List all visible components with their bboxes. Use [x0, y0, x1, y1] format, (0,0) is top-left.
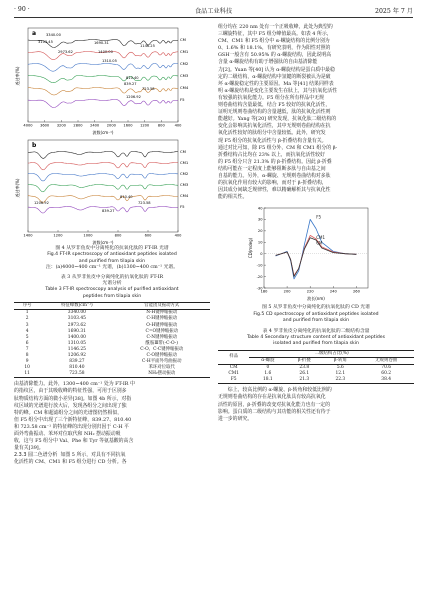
table-cell: 酰胺Ⅲ带(-C-O-): [145, 340, 178, 346]
section-heading: 2.3.3 圆二色谱分析: [14, 452, 58, 459]
table-cell: CM: [229, 365, 238, 371]
ftir-b-series-cm4: [28, 196, 178, 203]
cd-series-label: F5: [316, 214, 322, 220]
cd-chart: [218, 204, 414, 302]
table-cell: 10: [24, 365, 30, 371]
table-cell: N-H键伸缩振动: [146, 310, 178, 316]
table4-body: [218, 365, 414, 384]
fig5-caption-en-1: Fig.5 CD spectroscopy of antioxidant peptides isolated: [253, 311, 379, 317]
text-line: 进一步的研究。: [218, 415, 253, 422]
peak-label-1400: 1400.00: [98, 50, 113, 54]
panel-a-label: a: [32, 30, 37, 37]
page-number: · 90 ·: [14, 6, 30, 13]
table-cell: 1310.05: [67, 340, 86, 346]
panel-b-frame: [28, 140, 178, 232]
ftir-a-series-cm4: [28, 88, 178, 96]
text-line: GSH一般含有 50.95% 的 α-螺旋结构，因此说明高: [218, 52, 332, 59]
x-tick-label: 2000: [106, 123, 116, 128]
table-cell: 1.6: [264, 371, 272, 377]
ftir-b-series-cm3: [28, 185, 178, 192]
text-line: 变化会影响其抗氧化活性，其中无规则卷曲结构在抗: [218, 123, 331, 130]
text-line: 含量 α-螺旋结构有助于增强肽的自由基清除能: [218, 59, 318, 66]
table4-header: 样品: [218, 350, 249, 364]
x-tick-label: 1200: [53, 233, 63, 238]
ftir-a-legend-cm3: CM3: [180, 73, 189, 78]
ftir-b-legend-f5: F5: [180, 204, 185, 209]
table-row: [218, 377, 414, 384]
left-body-text: [14, 381, 210, 452]
table3-header: 官能团及振动方式: [114, 303, 210, 310]
table-cell: 11: [14, 371, 40, 378]
fig4-caption-en-1: Fig.4 FT-IR spectroscopy of antioxidant peptides isolated: [47, 252, 177, 258]
text-line: 明 α-螺旋结构是变化主要发生在肽上，其与抗氧化活性: [218, 87, 337, 94]
x-tick-label: 1600: [123, 123, 133, 128]
ftir-b-legend-cm4: CM4: [180, 193, 189, 198]
table-cell: 839.27: [69, 359, 85, 365]
table3-caption-en-2: peptides from tilapia skin: [82, 293, 142, 299]
table-cell: C=O键伸缩振动: [145, 328, 179, 334]
ftir-a-series-f5: [28, 100, 178, 108]
peak-label-3340: 3340.00: [46, 33, 61, 37]
table-cell: C-H键伸缩振动: [146, 316, 178, 322]
table-cell: 18.1: [249, 377, 286, 384]
cd-series: [276, 220, 357, 280]
table-cell: 22.3: [322, 377, 358, 384]
y-tick-label: 40: [257, 206, 263, 211]
table3-header: 序号: [14, 303, 40, 310]
table-cell: 4: [25, 328, 29, 334]
table4-caption-en-1: Table 4 Secondary structure content of antioxidant peptides: [247, 335, 385, 341]
text-line: 三螺旋特征，其中 F5 组分峰值最高。如表 4 所示，: [218, 31, 332, 38]
text-line: 的抗氧化作用有较大的影响，而对于 β-折叠结构，: [218, 180, 327, 187]
cd-series-label: CM: [316, 241, 323, 247]
x-tick-label: 800: [157, 123, 165, 128]
x-tick-label: 1400: [23, 233, 33, 238]
cd-figure: [218, 204, 414, 305]
y-tick-label: 0: [260, 252, 263, 257]
cd-series-f5: [276, 220, 357, 280]
text-line: 结构可能在一定程度上能够阻断多肽与自由基之间: [218, 165, 326, 172]
text-line: 无规则卷曲结构的存在是抗氧化肽具有较高抗氧化: [218, 394, 326, 401]
table-cell: F5: [218, 377, 249, 384]
table-cell: C-O、C-C键伸缩振动: [140, 346, 184, 352]
table-cell: NH₂摆动振动: [114, 371, 210, 378]
y-tick-label: -20: [256, 275, 263, 280]
peak-label-723: 723.58: [142, 87, 155, 91]
fig5-caption-cn: 图 5 从罗非鱼皮中分离纯化的抗氧化肽的 CD 光谱: [262, 305, 370, 311]
table4-header: β-转角: [322, 357, 358, 364]
text-line: 纹区域的光谱进行放大后，发现各组分之间出现了独: [14, 402, 127, 409]
section-text-line: 如图 5 所示，对具有不同抗氧: [60, 452, 126, 459]
ftir-a-legend-cm4: CM4: [180, 85, 189, 90]
x-tick-label: 4000: [23, 123, 33, 128]
text-line: 0、1.6% 和 18.1%，有研究表明，作为阳性对照的: [218, 45, 331, 52]
table-cell: 7: [25, 346, 29, 352]
peak-label-1310: 1310.05: [102, 59, 117, 63]
ftir-chart: [14, 24, 210, 246]
text-line: 综上，较高比例的 α-螺旋、β-转角和较低比例的: [227, 387, 332, 394]
running-header: [14, 5, 413, 18]
cd-series-label: CM1: [316, 235, 326, 241]
panel-b-series: [28, 152, 178, 214]
table-cell: 23.8: [299, 365, 310, 371]
peak-label-2973: 2973.62: [58, 50, 73, 54]
ftir-a-series-cm2: [28, 64, 178, 72]
ftir-b-legend-cm3: CM3: [180, 182, 189, 187]
table3-header: 特征峰数(cm⁻¹): [40, 303, 113, 310]
table-cell: 723.58: [40, 371, 113, 378]
text-line: 肽物质结构方面的微小差异[38]。如图 4b 所示，对指: [14, 395, 132, 402]
ftir-a-legend-f5: F5: [180, 97, 185, 102]
peak-label-1206: 1206.92: [126, 95, 141, 99]
text-line: 氧化活性较好的肽组分中含量较低。此外，研究发: [218, 130, 326, 137]
x-tick-label: 1000: [83, 233, 93, 238]
fig4-caption-cn: 图 4 从罗非鱼皮中分离纯化的抗氧化肽的 FT-IR 光谱: [55, 246, 169, 251]
table-cell: 810.40: [69, 365, 85, 371]
table3-body: [14, 310, 210, 378]
ftir-a-series-cm3: [28, 76, 178, 83]
text-line: 因其成分间缺乏规律性，难以精确解析其与抗氧化性: [218, 187, 331, 194]
text-line: 影响。蛋白质的二级结构与其功能的相关性还有待于: [218, 408, 331, 415]
text-line: 活性的原因，β-折叠的改变对抗氧化能力也有一定的: [218, 401, 331, 408]
fig4-caption-en-2: and purified from tilapia skin: [78, 258, 146, 264]
table-cell: 5: [25, 334, 29, 340]
table3-caption-cn-2: 光谱分析: [102, 281, 122, 287]
right-body-text: [218, 24, 414, 201]
peak-label-839: 839.27: [124, 82, 137, 86]
x-tick-label: 600: [144, 233, 152, 238]
x-tick-label: 1200: [140, 123, 150, 128]
table4-header: 无规则卷曲: [358, 357, 414, 364]
section-text-line: 化活性的 CM、CM1 和 F5 组分进行 CD 分析。各: [14, 459, 127, 466]
table4-group-header: 二级结构占比(%): [249, 350, 414, 357]
peak-label-810: 810.40: [126, 76, 139, 80]
panel-a-legend: [180, 37, 189, 102]
cd-plot-frame: [264, 208, 368, 288]
table-cell: C-O键伸缩振动: [146, 353, 177, 358]
y-tick-label: 10: [257, 240, 263, 245]
table-cell: 1206.92: [67, 353, 86, 358]
table-cell: 苯环对位取代: [148, 365, 175, 371]
text-line: 收，这与 F5 组分中 Val、Phe 和 Tyr 等氨基酸的高含: [14, 438, 134, 445]
text-line: 有较强的抗氧化能力。F5 组分在所有样品中无规: [218, 94, 324, 101]
peak-label-1146: 1146.25: [140, 44, 155, 48]
table-cell: CM1: [228, 371, 240, 377]
table3-caption-cn: 表 3 从罗非鱼皮中分离纯化的抗氧化肽的 FT-IR: [60, 274, 164, 280]
table4-header: β-折叠: [286, 357, 322, 364]
table-cell: 38.4: [358, 377, 414, 384]
text-line: 组分均在 220 nm 处有一个正吸收峰，此处为典型的: [218, 24, 333, 30]
table-cell: 12.1: [335, 371, 346, 377]
panel-b-ylabel: 透过率(%): [15, 178, 20, 198]
ftir-b-series-cm: [28, 152, 178, 159]
left-column: [14, 24, 210, 467]
ftir-b-series-cm2: [28, 174, 178, 182]
x-tick-label: 3200: [56, 123, 66, 128]
table-cell: 21.3: [286, 377, 322, 384]
x-tick-label: 400: [174, 123, 182, 128]
peak-label-1690: 1690.31: [94, 41, 109, 45]
table-cell: 5.6: [336, 365, 344, 371]
table-cell: O-H键伸缩振动: [146, 322, 178, 328]
table-cell: C-N键伸缩振动: [146, 334, 178, 340]
text-line: 自基的能力。另外，α-螺旋、无规则卷曲结构对多肽: [218, 172, 331, 179]
text-line: 量有关[39]。: [14, 445, 44, 452]
panel-a-ylabel: 透过率(%): [15, 66, 20, 86]
panel-a-xticks: [23, 120, 182, 128]
ftir-b-legend-cm: CM: [180, 149, 186, 154]
ftir-a-legend-cm2: CM2: [180, 61, 189, 66]
table-cell: 3103.45: [67, 316, 86, 322]
text-line: 折叠结构占比均在 23% 以上，而抗氧化活性较好: [218, 151, 325, 158]
table3-caption-en-1: Table 3 FT-IR spectroscopy analysis of purified antioxidant: [45, 287, 179, 293]
text-line: 证明无规则卷曲结构的含量越低，肽的抗氧化活性则: [218, 109, 331, 116]
text-line: 则卷曲结构含量最低，结合 F5 较好的抗氧化活性，: [218, 102, 331, 109]
peak-label-b-1206: 1206.92: [34, 201, 49, 205]
x-tick-label: 3600: [40, 123, 50, 128]
text-line: 定的二级结构，α-螺旋结构中氢键的断裂被认为是破: [218, 73, 331, 80]
fig5-caption-en-2: and purified from tilapia skin: [282, 318, 350, 324]
x-tick-label: 200: [283, 289, 291, 294]
ftir-b-legend-cm1: CM1: [180, 160, 189, 165]
right-column: [218, 24, 414, 423]
ftir-a-legend-cm1: CM1: [180, 49, 189, 54]
table-cell: 3340.00: [67, 310, 86, 316]
table4-header: α-螺旋: [249, 357, 286, 364]
table-cell: 6: [25, 340, 29, 346]
peak-label-b-839: 839.27: [102, 209, 115, 213]
peak-label-b-723: 723.58: [138, 201, 151, 205]
text-line: CM、CM1 和 F5 组分中 α-螺旋结构的比例分别为: [218, 38, 330, 45]
text-line: 的指纹区，由于其吸收峰的特征性强，可用于区别多: [14, 388, 127, 395]
right-conclusion-text: [218, 387, 414, 422]
text-line: 面外弯曲振动、苯环对位取代和 NH₂ 摆动振动吸: [14, 431, 121, 438]
x-tick-label: 400: [174, 233, 182, 238]
table-cell: 0: [266, 365, 270, 371]
text-line: 能的相关性。: [218, 194, 248, 201]
cd-axes: [257, 207, 368, 294]
x-tick-label: 240: [329, 289, 337, 294]
peak-label-3103: 3103.45: [38, 40, 53, 44]
table-cell: 9: [25, 359, 29, 365]
table-cell: 8: [25, 353, 29, 358]
panel-b-xticks: [23, 230, 182, 238]
table-cell: 70.6: [381, 365, 392, 371]
table-cell: 2973.62: [67, 322, 86, 328]
text-line: 现 F5 组分的抗氧化活性与 β-折叠结构含量有关。: [218, 137, 327, 144]
peak-label-b-810: 810.40: [120, 195, 133, 199]
x-tick-label: 2800: [73, 123, 83, 128]
panel-b-legend: [180, 149, 189, 209]
x-tick-label: 260: [353, 289, 360, 294]
table-cell: 26.1: [299, 371, 310, 377]
ftir-a-legend-cm: CM: [180, 37, 186, 42]
journal-name: 食品工业科技: [194, 8, 233, 15]
text-line: 力[2]。Yuan 等[40] 认为 α-螺旋结构是蛋白质中最稳: [218, 66, 335, 73]
y-tick-label: -30: [256, 286, 263, 291]
table-cell: 1146.25: [67, 346, 86, 352]
ftir-b-series-cm1: [28, 163, 178, 170]
table-cell: 60.2: [381, 371, 392, 377]
panel-b-xlabel: 波数(cm⁻¹): [92, 240, 114, 245]
y-tick-label: 20: [257, 229, 263, 234]
ftir-figure: [14, 24, 210, 246]
cd-xlabel: 波长(nm): [307, 296, 325, 302]
issue-date: 2025 年 7 月: [375, 8, 413, 15]
text-line: 由基清除能力。此外，1300~400 cm⁻¹ 处为 FT-IR 中: [14, 381, 135, 388]
text-line: 坏 α-螺旋稳定性的主要原因。Ma 等[41] 结果同样表: [218, 80, 334, 87]
x-tick-label: 800: [114, 233, 122, 238]
fig4-note: 注：(a)4000~400 cm⁻¹ 光谱，(b)1300~400 cm⁻¹ 光谱。: [45, 265, 179, 271]
table-cell: C-H平面外弯曲振动: [142, 359, 182, 365]
panel-a-xlabel: 波数(cm⁻¹): [92, 130, 114, 135]
panel-b-label: b: [32, 142, 37, 149]
table-cell: 2: [25, 316, 29, 322]
text-line: 特的峰。CM 和超滤组分之间的光谱图仍然相似，: [14, 409, 123, 416]
ftir-b-legend-cm2: CM2: [180, 171, 189, 176]
table-row: [14, 310, 210, 317]
y-tick-label: 30: [257, 218, 263, 223]
x-tick-label: 2400: [90, 123, 100, 128]
text-line: 的 F5 组分只含 21.3% 的 β-折叠结构。因此 β-折叠: [218, 158, 332, 165]
x-tick-label: 180: [260, 289, 268, 294]
table-cell: 3: [25, 322, 29, 328]
text-line: 和 723.58 cm⁻¹ 的特征峰的出现分别归因于 C-H 平: [14, 423, 129, 430]
table-cell: 1: [25, 310, 29, 316]
table-cell: 1690.31: [67, 328, 86, 334]
x-tick-label: 220: [306, 289, 314, 294]
table3: [14, 302, 210, 378]
cd-series-labels: [316, 215, 325, 246]
table-cell: 1400.00: [67, 334, 86, 340]
table-row: [218, 365, 414, 372]
y-tick-label: -10: [256, 263, 263, 268]
cd-ylabel: CD(mdeg): [248, 238, 253, 259]
table4: [218, 350, 414, 384]
text-line: 通过对比可知，除 F5 组分外，CM 和 CM1 组分的 β-: [218, 144, 338, 151]
text-line: 但 F5 组分中出现了三个新特征峰，839.27、810.40: [14, 416, 132, 423]
table4-caption-en-2: isolated and purified from tilapia skin: [273, 341, 359, 347]
table4-caption-cn: 表 4 罗非鱼皮分离纯化的抗氧化肽的二级结构含量: [262, 328, 370, 334]
text-line: 能越好。Yang 等[20] 研究发现，抗氧化肽二级结构的: [218, 116, 337, 123]
table-row: [14, 371, 210, 378]
